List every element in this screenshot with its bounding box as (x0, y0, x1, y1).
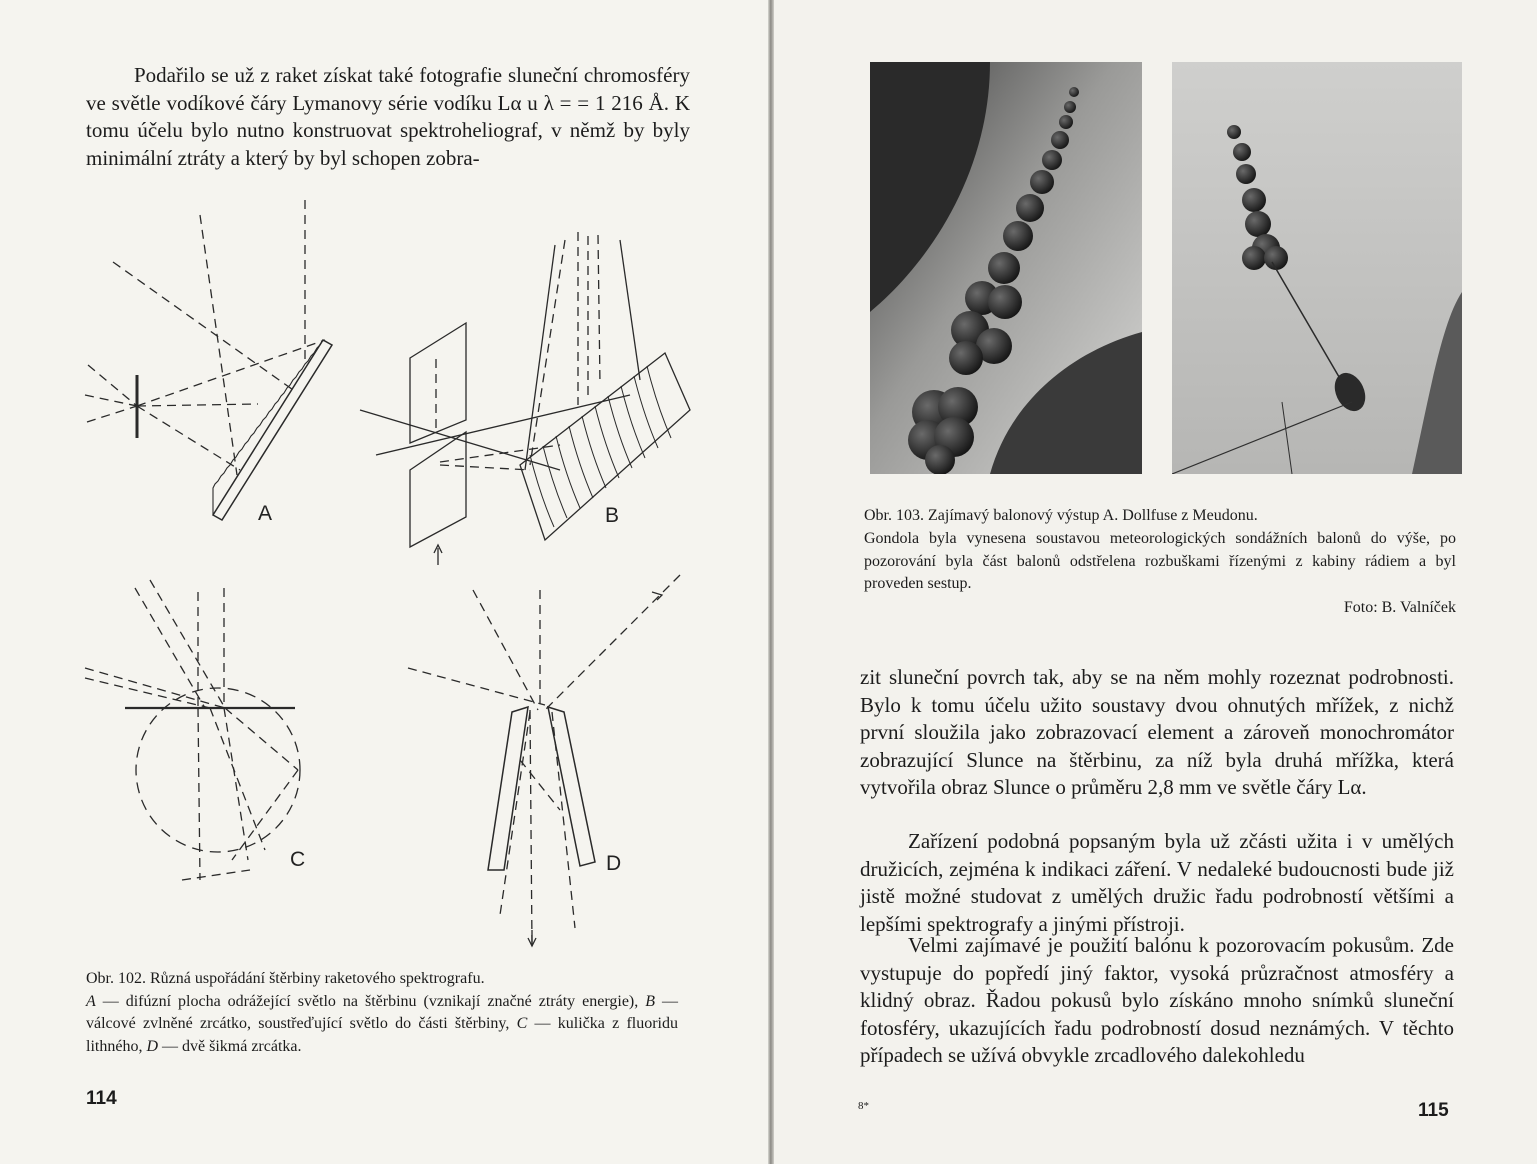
balloon-photo-left (870, 62, 1142, 474)
label-a: A (258, 502, 273, 525)
label-c: C (290, 848, 306, 871)
book-spine (768, 0, 774, 1164)
body-paragraph-3: Velmi zajímavé je použití balónu k pozorovacím pokusům. Zde vystupuje do popředí jiný faktor, vysoká průzračnost atmosféry a klidný obraz. Řadou pokusů bylo získáno mnoho snímků sluneční fotosféry, ukazujících řadu podrobností dosud neznámých. V těchto případech se užívá obvykle zrcadlového dalekohledu (860, 933, 1454, 1067)
panel-c-lithium-fluoride-ball (85, 580, 305, 880)
figure-103-caption-body: Gondola byla vynesena soustavou meteorologických sondážních balonů do výše, po pozorování byla část balonů odstřelena rozbuškami řízenými z kabiny rádiem a byl proveden sestup. (864, 530, 1456, 592)
signature-mark: 8* (858, 1100, 869, 1112)
intro-paragraph: Podařilo se už z raket získat také fotografie sluneční chromosféry ve světle vodíkové čáry Lymanovy série vodíku Lα u λ = = 1 216 Å. K tomu účelu bylo nutno konstruovat spektroheliograf, v němž by byly minimální ztráty a který by byl schopen zobra- (86, 63, 690, 170)
caption-key-a: A (86, 992, 96, 1010)
figure-102-caption (86, 968, 678, 1058)
panel-d-two-oblique-mirrors (408, 575, 680, 946)
page-number-right: 115 (1418, 1100, 1449, 1121)
body-paragraph-2: Zařízení podobná popsaným byla už zčásti užita i v umělých družicích, zejména k indikaci záření. V nedaleké budoucnosti bude již jistě možné studovat z umělých družic řadu podrobností většími a lepšími spektrografy a jinými přístroji. (860, 829, 1454, 936)
balloon-photo-right (1172, 62, 1462, 474)
caption-key-d: D (146, 1037, 158, 1055)
figure-103-credit: Foto: B. Valníček (1343, 599, 1456, 616)
page-number-left: 114 (86, 1088, 117, 1109)
label-d: D (606, 852, 622, 875)
figure-102-caption-title: Obr. 102. Různá uspořádání štěrbiny raketového spektrografu. (86, 970, 485, 987)
caption-key-c: C (516, 1015, 528, 1032)
panel-a-diffuse-surface (85, 200, 332, 525)
figure-103-caption-title: Obr. 103. Zajímavý balonový výstup A. Dollfuse z Meudonu. (864, 507, 1258, 524)
figure-102-diagram (70, 190, 700, 960)
body-paragraph-1: zit sluneční povrch tak, aby se na něm mohly rozeznat podrobnosti. Bylo k tomu účelu užito soustavy dvou ohnutých mřížek, z nichž první sloužila jako zobrazovací element a zároveň monochromátor zobrazující Slunce na štěrbinu, za níž byla druhá mřížka, která vytvořila obraz Slunce o průměru 2,8 mm ve světle čáry Lα. (860, 665, 1454, 799)
caption-text-d: — dvě šikmá zrcátka. (158, 1037, 302, 1055)
label-b: B (605, 504, 620, 527)
caption-text-a: — difúzní plocha odrážející světlo na štěrbinu (vznikají značné ztráty energie), (95, 992, 646, 1010)
caption-text-b: — válcové zvlněné zrcátko, soustřeďující světlo do části štěrbiny, (86, 992, 679, 1032)
caption-text-c: — kulička z fluoridu lithného, (86, 1015, 679, 1055)
panel-b-wavy-mirror (360, 232, 690, 565)
caption-key-b: B (645, 992, 656, 1010)
